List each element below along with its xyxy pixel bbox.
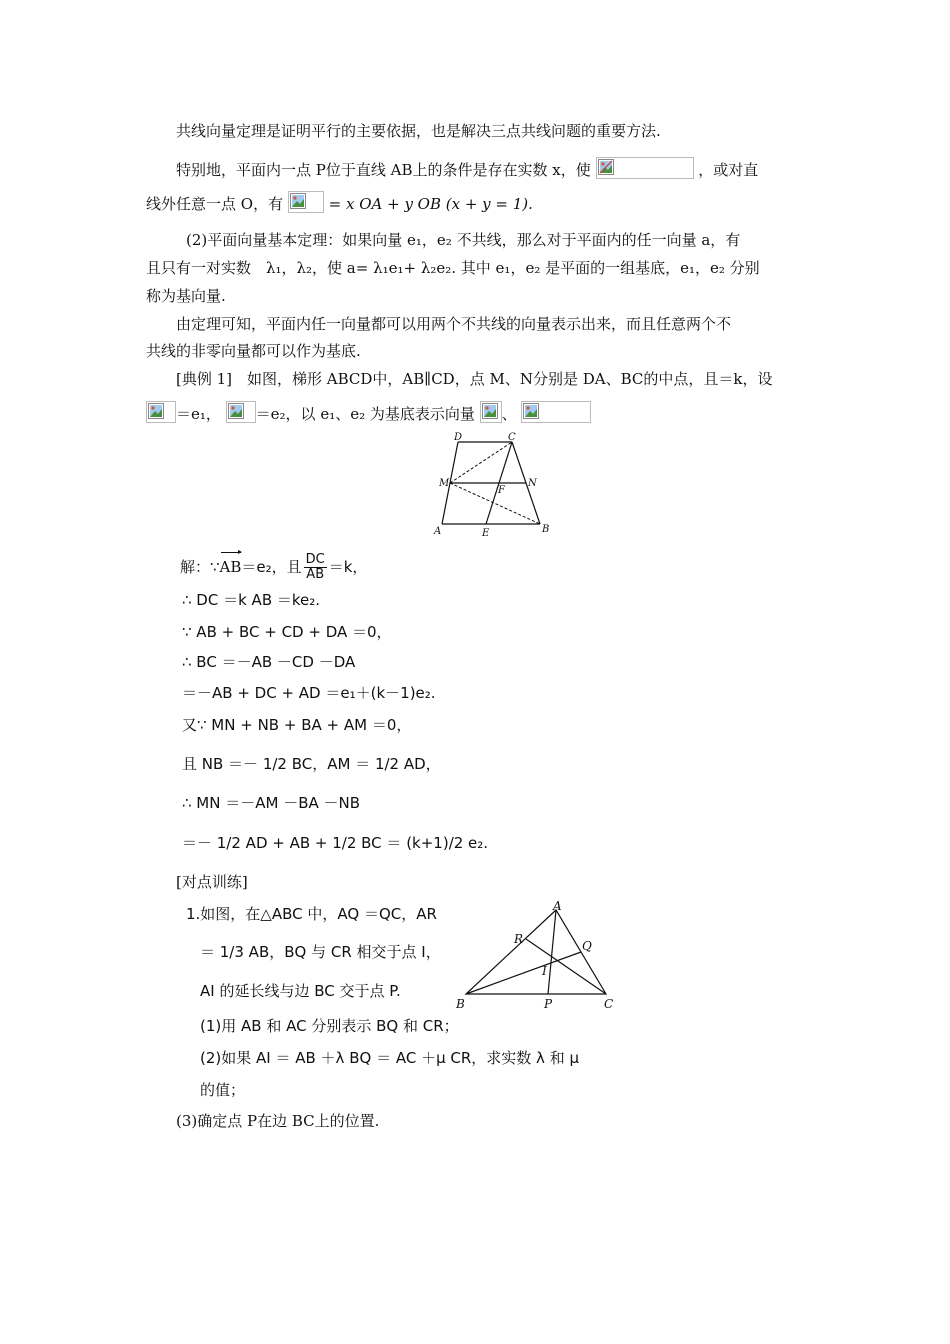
broken-image-icon: [482, 403, 498, 419]
solution-line-7: 且 NB ＝－ 1/2 BC，AM ＝ 1/2 AD，: [182, 755, 441, 773]
broken-image-icon: [290, 193, 306, 209]
broken-image-placeholder: [480, 401, 502, 423]
label-f: F: [498, 485, 505, 496]
label-q: Q: [582, 939, 592, 953]
formula-oa-ob: = x OA + y OB (x + y = 1).: [328, 195, 533, 213]
question-1-part-2: (2)如果 AI ＝ AB ＋λ BQ ＝ AC ＋μ CR，求实数 λ 和 μ: [200, 1049, 580, 1067]
broken-image-placeholder: [521, 401, 591, 423]
label-b: B: [542, 524, 550, 535]
vec-ab: AB: [220, 550, 242, 580]
e2-text: ＝e₂，以 e₁、e₂ 为基底表示向量: [255, 405, 475, 423]
para-line-5: 且只有一对实数 λ₁，λ₂，使 a= λ₁e₁+ λ₂e₂. 其中 e₁，e₂ 是平面的一组基底，e₁，e₂ 分别: [146, 259, 760, 277]
sol-1-mid: ＝e₂，且: [241, 558, 302, 576]
broken-image-placeholder: [146, 401, 176, 423]
question-1-part-3: (3)确定点 P在边 BC上的位置.: [176, 1112, 380, 1130]
solution-line-2: ∴ DC ＝k AB ＝ke₂.: [182, 591, 321, 609]
label-p: P: [544, 997, 553, 1011]
solution-line-5: ＝－AB + DC + AD ＝e₁＋(k－1)e₂.: [182, 684, 436, 702]
broken-image-icon: [523, 403, 539, 419]
broken-image-icon: [148, 403, 164, 419]
question-1-part-2-tail: 的值；: [200, 1081, 246, 1099]
question-1-line-1: 1.如图，在△ABC 中，AQ ＝QC，AR: [186, 905, 437, 923]
para-line-7: 由定理可知，平面内任一向量都可以用两个不共线的向量表示出来，而且任意两个不: [176, 315, 732, 333]
comma-text: 、: [501, 405, 517, 423]
solution-line-4: ∴ BC ＝－AB －CD －DA: [182, 653, 356, 671]
frac-den: AB: [306, 567, 325, 582]
solution-line-1: [180, 550, 367, 582]
label-r: R: [514, 932, 524, 946]
solution-line-9: ＝－ 1/2 AD + AB + 1/2 BC ＝ (k+1)/2 e₂.: [182, 834, 489, 852]
solution-line-6: 又∵ MN + NB + BA + AM ＝0，: [182, 716, 412, 734]
question-1-line-2: ＝ 1/3 AB，BQ 与 CR 相交于点 I，: [200, 943, 441, 961]
para-line-2-text: 特别地，平面内一点 P位于直线 AB上的条件是存在实数 x，使: [176, 161, 591, 179]
broken-image-placeholder: [288, 191, 324, 213]
sol-1-tail: ＝k，: [328, 558, 368, 576]
e1-text: ＝e₁，: [176, 405, 221, 423]
label-m: M: [439, 478, 450, 489]
label-a2: A: [553, 900, 562, 913]
para-line-6: 称为基向量.: [146, 287, 226, 305]
sol-1-lead: 解：∵: [180, 558, 220, 576]
training-header: [对点训练]: [176, 873, 248, 891]
example-1-line-2: [146, 401, 591, 424]
para-line-2-tail: ，或对直: [698, 161, 759, 179]
label-c: C: [508, 432, 516, 443]
label-e: E: [482, 528, 490, 539]
label-a: A: [434, 526, 442, 537]
fraction-dc-ab: [304, 553, 327, 582]
solution-line-3: ∵ AB + BC + CD + DA ＝0，: [182, 623, 392, 641]
label-b2: B: [456, 997, 465, 1011]
para-line-8: 共线的非零向量都可以作为基底.: [146, 342, 361, 360]
label-n: N: [528, 478, 537, 489]
broken-image-icon: [598, 159, 614, 175]
para-line-3-text: 线外任意一点 O，有: [146, 195, 284, 213]
para-line-1: 共线向量定理是证明平行的主要依据，也是解决三点共线问题的重要方法.: [176, 122, 661, 140]
broken-image-placeholder: [596, 157, 694, 179]
solution-line-8: ∴ MN ＝－AM －BA －NB: [182, 794, 361, 812]
label-d: D: [454, 432, 463, 443]
label-i: I: [542, 964, 547, 978]
question-1-part-1: (1)用 AB 和 AC 分别表示 BQ 和 CR；: [200, 1017, 459, 1035]
triangle-figure: [454, 900, 624, 1018]
example-1-line: [典例 1] 如图，梯形 ABCD中，AB∥CD，点 M、N分别是 DA、BC的中点，且＝k，设: [176, 370, 773, 388]
para-line-2: [176, 157, 758, 180]
broken-image-placeholder: [226, 401, 256, 423]
para-line-3: [146, 191, 533, 214]
question-1-line-3: AI 的延长线与边 BC 交于点 P.: [200, 982, 401, 1000]
label-c2: C: [604, 997, 614, 1011]
para-line-4: (2)平面向量基本定理：如果向量 e₁，e₂ 不共线，那么对于平面内的任一向量 a，有: [186, 231, 741, 249]
frac-num: DC: [305, 552, 325, 567]
broken-image-icon: [228, 403, 244, 419]
trapezoid-figure: [428, 430, 558, 542]
